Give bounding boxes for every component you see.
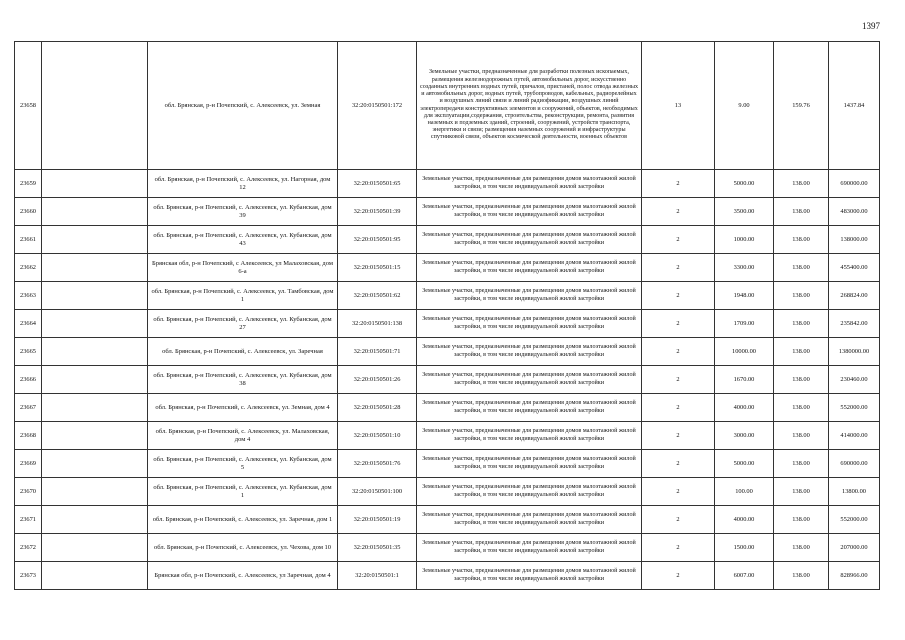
area-cell: 4000.00 <box>715 506 774 534</box>
empty-cell <box>42 282 148 310</box>
group-number-cell: 2 <box>642 506 715 534</box>
table-row <box>15 338 880 366</box>
specific-value-cell: 138.00 <box>774 282 829 310</box>
group-number-cell: 2 <box>642 534 715 562</box>
address-cell: обл. Брянская, р-н Почепский, с. Алексеевск, ул. Кубанская, дом 39 <box>148 198 338 226</box>
land-use-cell: Земельные участки, предназначенные для размещения домов малоэтажной жилой застройки, в том числе индивидуальной жилой застройки <box>417 450 642 478</box>
specific-value-cell: 138.00 <box>774 254 829 282</box>
specific-value-cell: 138.00 <box>774 534 829 562</box>
area-cell: 9.00 <box>715 42 774 170</box>
cadastral-number-cell: 32:20:0150501:62 <box>338 282 417 310</box>
cadastral-number-cell: 32:20:0150501:71 <box>338 338 417 366</box>
table-row <box>15 310 880 338</box>
table-row <box>15 394 880 422</box>
cadastral-value-cell: 1380000.00 <box>829 338 880 366</box>
address-cell: обл. Брянская, р-н Почепский, с. Алексеевск, ул. Чехова, дом 10 <box>148 534 338 562</box>
table-body <box>15 42 880 590</box>
address-cell: обл. Брянская, р-н Почепский, с. Алексеевск, ул. Кубанская, дом 1 <box>148 478 338 506</box>
row-number: 23663 <box>15 282 42 310</box>
address-cell: обл. Брянская, р-н Почепский, с. Алексеевск, ул. Малаховская, дом 4 <box>148 422 338 450</box>
land-use-cell: Земельные участки, предназначенные для размещения домов малоэтажной жилой застройки, в том числе индивидуальной жилой застройки <box>417 422 642 450</box>
group-number-cell: 2 <box>642 338 715 366</box>
area-cell: 10000.00 <box>715 338 774 366</box>
empty-cell <box>42 506 148 534</box>
address-cell: обл. Брянская, р-н Почепский, с. Алексеевск, ул. Заречная <box>148 338 338 366</box>
cadastral-number-cell: 32:20:0150501:65 <box>338 170 417 198</box>
cadastral-number-cell: 32:20:0150501:35 <box>338 534 417 562</box>
land-use-cell: Земельные участки, предназначенные для размещения домов малоэтажной жилой застройки, в том числе индивидуальной жилой застройки <box>417 254 642 282</box>
row-number: 23665 <box>15 338 42 366</box>
cadastral-number-cell: 32:20:0150501:39 <box>338 198 417 226</box>
empty-cell <box>42 42 148 170</box>
cadastral-value-cell: 1437.84 <box>829 42 880 170</box>
land-use-cell: Земельные участки, предназначенные для размещения домов малоэтажной жилой застройки, в том числе индивидуальной жилой застройки <box>417 170 642 198</box>
empty-cell <box>42 562 148 590</box>
cadastral-value-cell: 552000.00 <box>829 394 880 422</box>
cadastral-number-cell: 32:20:0150501:138 <box>338 310 417 338</box>
empty-cell <box>42 198 148 226</box>
address-cell: Брянская обл, р-н Почепский, с. Алексеевск, ул Заречная, дом 4 <box>148 562 338 590</box>
address-cell: обл. Брянская, р-н Почепский, с. Алексеевск, ул. Кубанская, дом 5 <box>148 450 338 478</box>
area-cell: 1000.00 <box>715 226 774 254</box>
address-cell: обл. Брянская, р-н Почепский, с. Алексеевск, ул. Кубанская, дом 43 <box>148 226 338 254</box>
group-number-cell: 2 <box>642 478 715 506</box>
row-number: 23671 <box>15 506 42 534</box>
address-cell: Брянская обл, р-н Почепский, с Алексеевск, ул Малаховская, дом 6-а <box>148 254 338 282</box>
table-row <box>15 366 880 394</box>
empty-cell <box>42 254 148 282</box>
cadastral-value-table <box>14 41 880 590</box>
area-cell: 3300.00 <box>715 254 774 282</box>
cadastral-number-cell: 32:20:0150501:10 <box>338 422 417 450</box>
group-number-cell: 13 <box>642 42 715 170</box>
area-cell: 100.00 <box>715 478 774 506</box>
group-number-cell: 2 <box>642 254 715 282</box>
empty-cell <box>42 534 148 562</box>
cadastral-number-cell: 32:20:0150501:15 <box>338 254 417 282</box>
cadastral-value-cell: 230460.00 <box>829 366 880 394</box>
empty-cell <box>42 226 148 254</box>
specific-value-cell: 138.00 <box>774 170 829 198</box>
cadastral-value-cell: 690000.00 <box>829 170 880 198</box>
empty-cell <box>42 338 148 366</box>
cadastral-value-cell: 13800.00 <box>829 478 880 506</box>
row-number: 23658 <box>15 42 42 170</box>
specific-value-cell: 138.00 <box>774 310 829 338</box>
table-row <box>15 478 880 506</box>
land-use-cell: Земельные участки, предназначенные для размещения домов малоэтажной жилой застройки, в том числе индивидуальной жилой застройки <box>417 282 642 310</box>
address-cell: обл. Брянская, р-н Почепский, с. Алексеевск, ул. Кубанская, дом 38 <box>148 366 338 394</box>
group-number-cell: 2 <box>642 394 715 422</box>
land-use-cell: Земельные участки, предназначенные для размещения домов малоэтажной жилой застройки, в том числе индивидуальной жилой застройки <box>417 310 642 338</box>
empty-cell <box>42 170 148 198</box>
land-use-cell: Земельные участки, предназначенные для размещения домов малоэтажной жилой застройки, в том числе индивидуальной жилой застройки <box>417 534 642 562</box>
table-row <box>15 254 880 282</box>
specific-value-cell: 138.00 <box>774 562 829 590</box>
table-row <box>15 198 880 226</box>
cadastral-value-cell: 552000.00 <box>829 506 880 534</box>
group-number-cell: 2 <box>642 422 715 450</box>
row-number: 23666 <box>15 366 42 394</box>
row-number: 23661 <box>15 226 42 254</box>
land-use-cell: Земельные участки, предназначенные для разработки полезных ископаемых, размещения железнодорожных путей, автомобильных дорог, искусственно созданных внутренних водных путей, причалов, пристаней, полос отвода железных и автомобильных дорог, водных путей, трубопроводов, кабельных, радиорелейных и воздушных линий связи и линий радиофикации, воздушных линий электропередачи конструктивных элементов и сооружений, объектов, необходимых для эксплуатации,содержания, строительства, реконструкции, ремонта, развития наземных и подземных зданий, строений, сооружений, устройств транспорта, энергетики и связи; размещения наземных сооружений и инфраструктуры спутниковой связи, объектов космической деятельности, военных объектов <box>417 42 642 170</box>
land-use-cell: Земельные участки, предназначенные для размещения домов малоэтажной жилой застройки, в том числе индивидуальной жилой застройки <box>417 198 642 226</box>
row-number: 23660 <box>15 198 42 226</box>
cadastral-value-cell: 268824.00 <box>829 282 880 310</box>
address-cell: обл. Брянская, р-н Почепский, с. Алексеевск, ул. Кубанская, дом 27 <box>148 310 338 338</box>
specific-value-cell: 138.00 <box>774 366 829 394</box>
specific-value-cell: 138.00 <box>774 198 829 226</box>
cadastral-value-cell: 690000.00 <box>829 450 880 478</box>
table-row <box>15 422 880 450</box>
specific-value-cell: 138.00 <box>774 394 829 422</box>
cadastral-value-cell: 138000.00 <box>829 226 880 254</box>
table-row <box>15 562 880 590</box>
empty-cell <box>42 478 148 506</box>
land-use-cell: Земельные участки, предназначенные для размещения домов малоэтажной жилой застройки, в том числе индивидуальной жилой застройки <box>417 338 642 366</box>
area-cell: 6007.00 <box>715 562 774 590</box>
row-number: 23672 <box>15 534 42 562</box>
group-number-cell: 2 <box>642 198 715 226</box>
area-cell: 5000.00 <box>715 450 774 478</box>
page-number: 1397 <box>862 21 880 31</box>
row-number: 23664 <box>15 310 42 338</box>
empty-cell <box>42 450 148 478</box>
land-use-cell: Земельные участки, предназначенные для размещения домов малоэтажной жилой застройки, в том числе индивидуальной жилой застройки <box>417 506 642 534</box>
specific-value-cell: 138.00 <box>774 450 829 478</box>
specific-value-cell: 138.00 <box>774 226 829 254</box>
row-number: 23670 <box>15 478 42 506</box>
specific-value-cell: 138.00 <box>774 506 829 534</box>
area-cell: 1500.00 <box>715 534 774 562</box>
cadastral-number-cell: 32:20:0150501:100 <box>338 478 417 506</box>
cadastral-number-cell: 32:20:0150501:95 <box>338 226 417 254</box>
land-use-cell: Земельные участки, предназначенные для размещения домов малоэтажной жилой застройки, в том числе индивидуальной жилой застройки <box>417 366 642 394</box>
empty-cell <box>42 366 148 394</box>
specific-value-cell: 138.00 <box>774 422 829 450</box>
cadastral-number-cell: 32:20:0150501:76 <box>338 450 417 478</box>
row-number: 23667 <box>15 394 42 422</box>
land-use-cell: Земельные участки, предназначенные для размещения домов малоэтажной жилой застройки, в том числе индивидуальной жилой застройки <box>417 562 642 590</box>
group-number-cell: 2 <box>642 226 715 254</box>
address-cell: обл. Брянская, р-н Почепский, с. Алексеевск, ул. Земная <box>148 42 338 170</box>
cadastral-value-cell: 483000.00 <box>829 198 880 226</box>
cadastral-value-cell: 235842.00 <box>829 310 880 338</box>
table-row <box>15 170 880 198</box>
area-cell: 4000.00 <box>715 394 774 422</box>
area-cell: 3500.00 <box>715 198 774 226</box>
address-cell: обл. Брянская, р-н Почепский, с. Алексеевск, ул. Заречная, дом 1 <box>148 506 338 534</box>
address-cell: обл. Брянская, р-н Почепский, с. Алексеевск, ул. Нагорная, дом 12 <box>148 170 338 198</box>
cadastral-number-cell: 32:20:0150501:1 <box>338 562 417 590</box>
empty-cell <box>42 394 148 422</box>
address-cell: обл. Брянская, р-н Почепский, с. Алексеевск, ул. Тамбовская, дом 1 <box>148 282 338 310</box>
row-number: 23668 <box>15 422 42 450</box>
cadastral-number-cell: 32:20:0150501:26 <box>338 366 417 394</box>
group-number-cell: 2 <box>642 282 715 310</box>
specific-value-cell: 159.76 <box>774 42 829 170</box>
row-number: 23673 <box>15 562 42 590</box>
cadastral-number-cell: 32:20:0150501:172 <box>338 42 417 170</box>
cadastral-value-cell: 828966.00 <box>829 562 880 590</box>
area-cell: 3000.00 <box>715 422 774 450</box>
empty-cell <box>42 422 148 450</box>
specific-value-cell: 138.00 <box>774 478 829 506</box>
table-row <box>15 450 880 478</box>
area-cell: 1709.00 <box>715 310 774 338</box>
land-use-cell: Земельные участки, предназначенные для размещения домов малоэтажной жилой застройки, в том числе индивидуальной жилой застройки <box>417 226 642 254</box>
row-number: 23659 <box>15 170 42 198</box>
row-number: 23669 <box>15 450 42 478</box>
land-use-cell: Земельные участки, предназначенные для размещения домов малоэтажной жилой застройки, в том числе индивидуальной жилой застройки <box>417 478 642 506</box>
group-number-cell: 2 <box>642 170 715 198</box>
group-number-cell: 2 <box>642 562 715 590</box>
cadastral-number-cell: 32:20:0150501:28 <box>338 394 417 422</box>
specific-value-cell: 138.00 <box>774 338 829 366</box>
area-cell: 5000.00 <box>715 170 774 198</box>
table-row <box>15 282 880 310</box>
group-number-cell: 2 <box>642 366 715 394</box>
cadastral-number-cell: 32:20:0150501:19 <box>338 506 417 534</box>
group-number-cell: 2 <box>642 310 715 338</box>
address-cell: обл. Брянская, р-н Почепский, с. Алексеевск, ул. Земная, дом 4 <box>148 394 338 422</box>
area-cell: 1948.00 <box>715 282 774 310</box>
area-cell: 1670.00 <box>715 366 774 394</box>
cadastral-value-cell: 414000.00 <box>829 422 880 450</box>
table-row <box>15 42 880 170</box>
empty-cell <box>42 310 148 338</box>
row-number: 23662 <box>15 254 42 282</box>
group-number-cell: 2 <box>642 450 715 478</box>
land-use-cell: Земельные участки, предназначенные для размещения домов малоэтажной жилой застройки, в том числе индивидуальной жилой застройки <box>417 394 642 422</box>
table-row <box>15 226 880 254</box>
table-row <box>15 534 880 562</box>
cadastral-value-cell: 207000.00 <box>829 534 880 562</box>
cadastral-value-cell: 455400.00 <box>829 254 880 282</box>
table-row <box>15 506 880 534</box>
